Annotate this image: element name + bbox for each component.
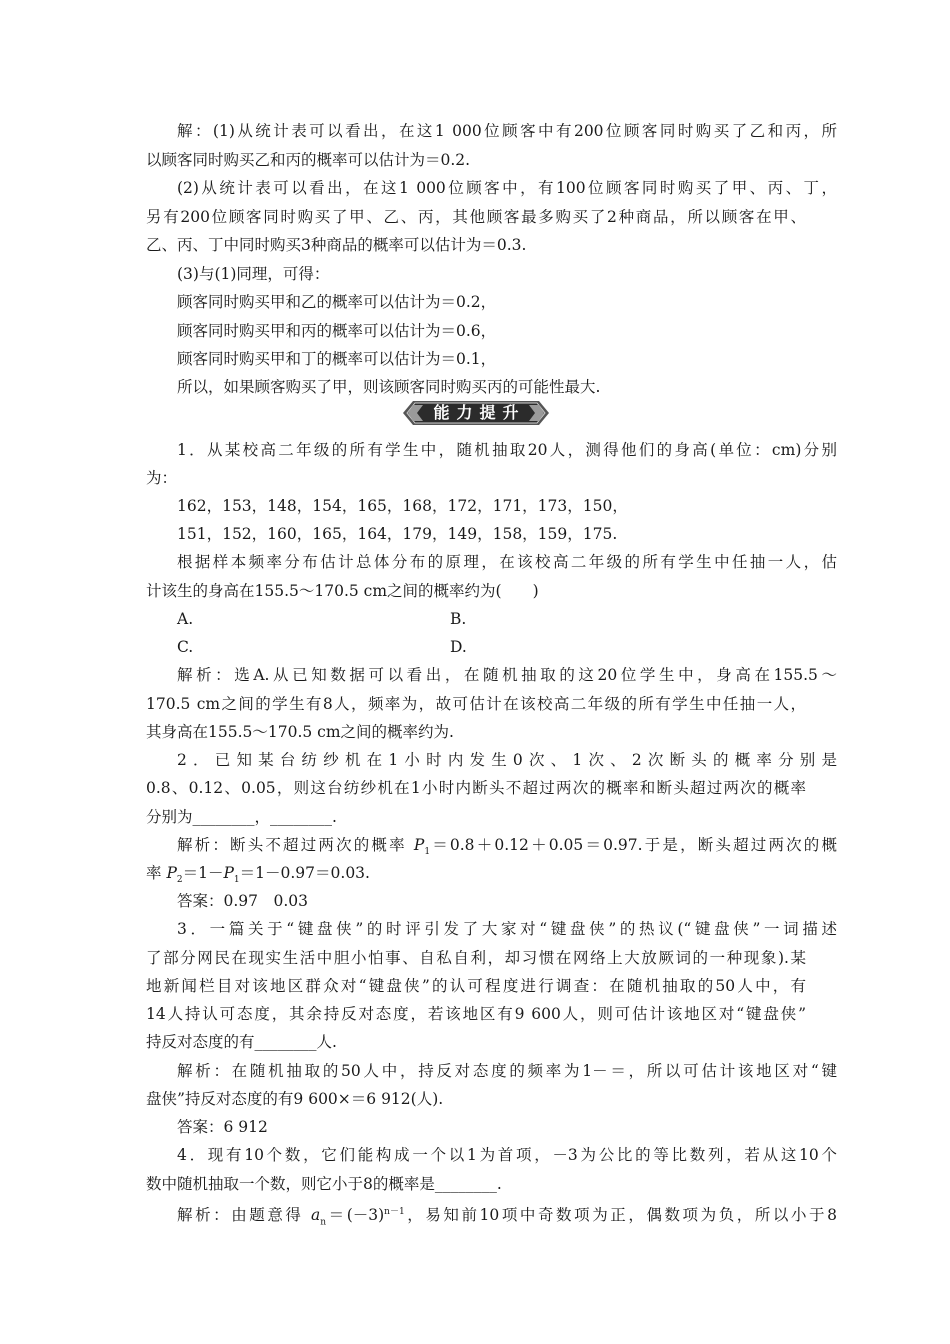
option-a: A.	[177, 610, 194, 628]
question-4-line: 4．现有10个数，它们能构成一个以1为首项，－3为公比的等比数列，若从这10个	[177, 1146, 837, 1164]
height-data: 162，153，148，154，165，168，172，171，173，150，	[177, 497, 628, 515]
question-3-line: 持反对态度的有________人.	[146, 1033, 337, 1051]
height-data: 151，152，160，165，164，179，149，158，159，175.	[177, 525, 618, 543]
option-c: C.	[177, 638, 194, 656]
solution-line: 所以，如果顾客购买了甲，则该顾客同时购买丙的可能性最大.	[177, 378, 601, 396]
answer-1-line: 其身高在155.5～170.5 cm之间的概率约为.	[146, 723, 454, 741]
answer-2-line: 解析：断头不超过两次的概率 $P_1=0.8+0.12+0.05=0.97$.于是，断头超过两次的概	[177, 836, 837, 858]
question-3-line: 14人持认可态度，其余持反对态度，若该地区有9 600人，则可估计该地区对“键盘侠”	[146, 1005, 806, 1023]
solution-line: 乙、丙、丁中同时购买3种商品的概率可以估计为＝0.3.	[146, 236, 527, 254]
option-b: B.	[450, 610, 467, 628]
question-2-line: 分别为________，________.	[146, 808, 337, 826]
question-2-line: 0.8、0.12、0.05，则这台纺纱机在1小时内断头不超过两次的概率和断头超过两次的概率	[146, 779, 806, 797]
option-d: D.	[450, 638, 467, 656]
question-1-line: 根据样本频率分布估计总体分布的原理，在该校高二年级的所有学生中任抽一人，估	[177, 553, 837, 571]
answer-4-line: 解析：由题意得 $a_n=(-3)^{n-1}$，易知前10项中奇数项为正，偶数项为负，所以小于8	[177, 1206, 837, 1228]
question-3-line: 地新闻栏目对该地区群众对“键盘侠”的认可程度进行调查：在随机抽取的50人中，有	[146, 977, 806, 995]
answer-1-line: 170.5 cm之间的学生有8人，频率为，故可估计在该校高二年级的所有学生中任抽一人，	[146, 695, 806, 713]
question-1-line: 为：	[146, 469, 178, 487]
question-1-line: 1．从某校高二年级的所有学生中，随机抽取20人，测得他们的身高(单位：cm)分别	[177, 441, 837, 459]
solution-line: 顾客同时购买甲和丙的概率可以估计为＝0.6，	[177, 322, 497, 340]
solution-line: (3)与(1)同理，可得：	[177, 265, 330, 283]
question-1-line: 计该生的身高在155.5～170.5 cm之间的概率约为( )	[146, 582, 539, 600]
question-3-line: 了部分网民在现实生活中胆小怕事、自私自利，却习惯在网络上大放厥词的一种现象).某	[146, 949, 806, 967]
solution-line: 顾客同时购买甲和乙的概率可以估计为＝0.2，	[177, 293, 497, 311]
answer-3-line: 解析：在随机抽取的50人中，持反对态度的频率为1－＝，所以可估计该地区对“键	[177, 1062, 837, 1080]
answer-3-line: 盘侠”持反对态度的有9 600×＝6 912(人).	[146, 1090, 444, 1108]
solution-line: 顾客同时购买甲和丁的概率可以估计为＝0.1，	[177, 350, 497, 368]
solution-line: 以顾客同时购买乙和丙的概率可以估计为＝0.2.	[146, 151, 471, 169]
banner-title: 能力提升	[433, 403, 526, 422]
answer-2-line: 率 $P_2=1-P_1=1-0.97=0.03$.	[146, 864, 370, 886]
question-4-line: 数中随机抽取一个数，则它小于8的概率是________.	[146, 1175, 502, 1193]
solution-line: (2)从统计表可以看出，在这1 000位顾客中，有100位顾客同时购买了甲、丙、丁，	[177, 179, 837, 197]
solution-line: 解：(1)从统计表可以看出，在这1 000位顾客中有200位顾客同时购买了乙和丙，所	[177, 122, 837, 140]
solution-line: 另有200位顾客同时购买了甲、乙、丙，其他顾客最多购买了2种商品，所以顾客在甲、	[146, 208, 806, 226]
question-3-line: 3．一篇关于“键盘侠”的时评引发了大家对“键盘侠”的热议(“键盘侠”一词描述	[177, 920, 837, 938]
answer-1-line: 解析：选A.从已知数据可以看出，在随机抽取的这20位学生中，身高在155.5～	[177, 666, 837, 684]
answer-2-final: 答案：0.97 0.03	[177, 892, 309, 910]
question-2-line: 2．已知某台纺纱机在1小时内发生0次、1次、2次断头的概率分别是	[177, 751, 837, 769]
section-banner	[403, 400, 549, 426]
answer-3-final: 答案：6 912	[177, 1118, 268, 1136]
